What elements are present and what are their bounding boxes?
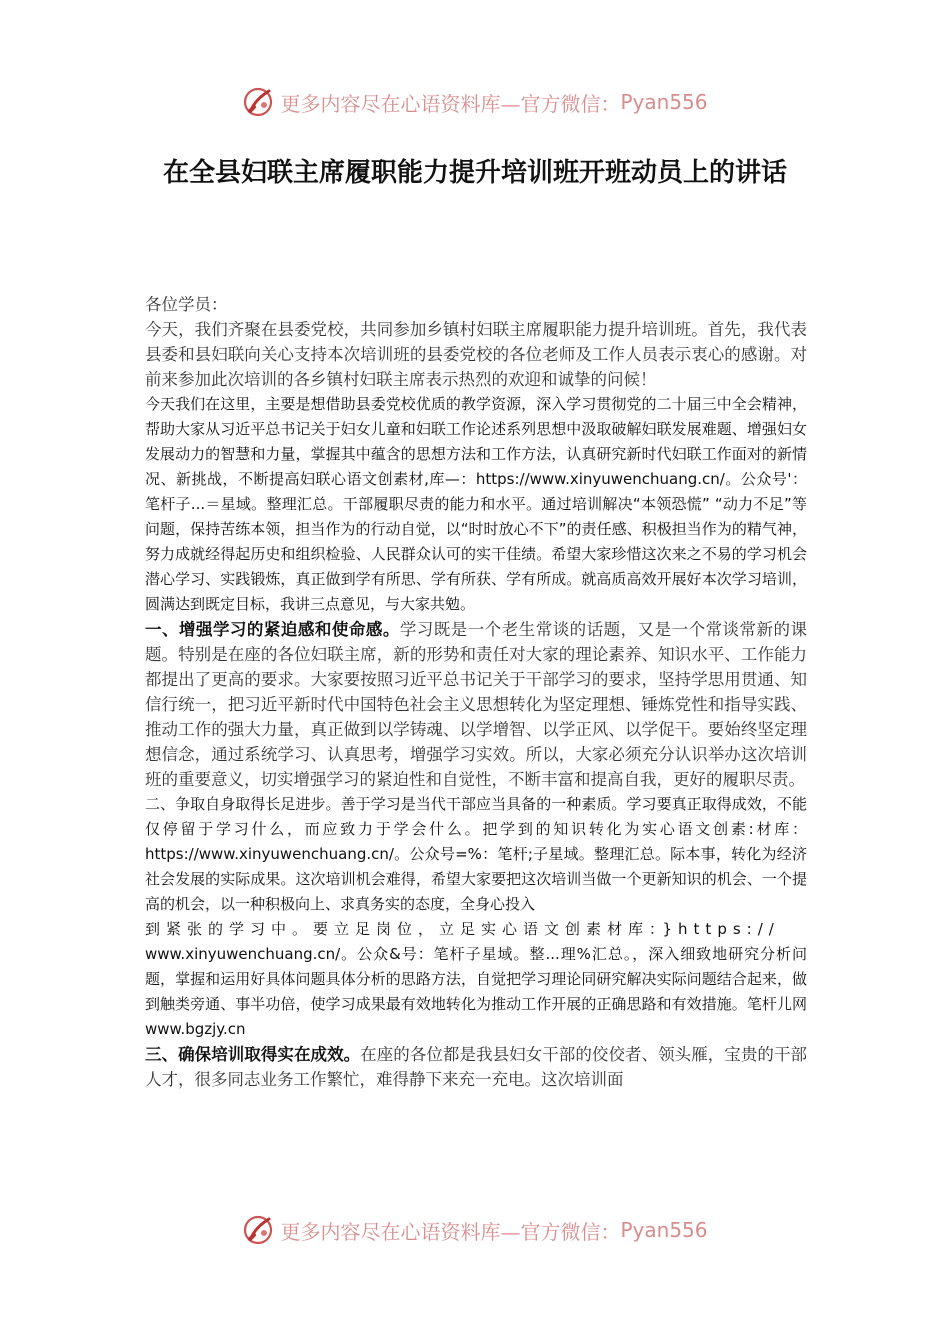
section-1-body: 学习既是一个老生常谈的话题，又是一个常谈常新的课题。特别是在座的各位妇联主席，新的形势和责任对大家的理论素养、知识水平、工作能力都提出了更高的要求。大家要按照习近平总书记关于干部学习的要求，坚持学思用贯通、知信行统一，把习近平新时代中国特色社会主义思想转化为坚定理想、锤炼党性和指导实践、推动工作的强大力量，真正做到以学铸魂、以学增智、以学正风、以学促干。要始终坚定理想信念，通过系统学习、认真思考，增强学习实效。所以，大家必须充分认识举办这次培训班的重要意义，切实增强学习的紧迫性和自觉性，不断丰富和提高自我，更好的履职尽责。 [145,620,808,789]
document-title: 在全县妇联主席履职能力提升培训班开班动员上的讲话 [162,158,787,188]
footer-watermark-banner [0,1210,950,1250]
brush-logo-icon [242,1213,276,1247]
section-2-part-c: www.xinyuwenchuang.cn/。公众&号：笔杆子星域。整...理%汇总。，深入细致地研究分析问题，掌握和运用好具体问题具体分析的思路方法，自觉把学习理论同研究解决实际问题结合起来，做到触类旁通、事半功倍，使学习成果最有效地转化为推动工作开展的正确思路和有效措施。笔杆儿网 www.bgzjy.cn [145,945,807,1038]
section-3-heading: 三、确保培训取得实在成效。 [145,1045,361,1064]
document-body [145,292,807,1092]
banner-text: 更多内容尽在心语资料库—官方微信： [280,1219,621,1244]
brush-logo-icon [242,85,276,119]
banner-wechat-id: Pyan556 [620,1218,708,1242]
section-2-part-a: 二、争取自身取得长足进步。善于学习是当代干部应当具备的一种素质。学习要真正取得成效，不能仅停留于学习什么，而应致力于学会什么。把学到的知识转化为实心语文创素:材库：https://www.xinyuwenchuang.cn/。公众号=%：笔杆;子星域。整理汇总。际本事，转化为经济社会发展的实际成果。这次培训机会难得，希望大家要把这次培训当做一个更新知识的机会、一个提高的机会，以一种积极向上、求真务实的态度，全身心投入 [145,795,807,913]
section-3 [145,1042,807,1092]
salutation: 各位学员： [145,295,228,314]
paragraph-opening: 今天，我们齐聚在县委党校，共同参加乡镇村妇联主席履职能力提升培训班。首先，我代表县委和县妇联向关心支持本次培训班的县委党校的各位老师及工作人员表示衷心的感谢。对前来参加此次培训的各乡镇村妇联主席表示热烈的欢迎和诚挚的问候！ [145,320,807,389]
banner-wechat-id: Pyan556 [620,90,708,114]
section-1 [145,617,807,792]
section-1-heading: 一、增强学习的紧迫感和使命感。 [145,620,400,639]
section-2-part-b: 到紧张的学习中。要立足岗位，立足实心语文创素材库：}https:// [145,920,780,938]
banner-text: 更多内容尽在心语资料库—官方微信： [280,91,621,116]
paragraph-purpose: 今天我们在这里，主要是想借助县委党校优质的教学资源，深入学习贯彻党的二十届三中全会精神，帮助大家从习近平总书记关于妇女儿童和妇联工作论述系列思想中汲取破解妇联发展难题、增强妇女发展动力的智慧和力量，掌握其中蕴含的思想方法和工作方法，认真研究新时代妇联工作面对的新情况、新挑战，不断提高妇联心语文创素材,库—：https://www.xinyuwenchuang.cn/。公众号'：笔杆子...＝星域。整理汇总。干部履职尽责的能力和水平。通过培训解决“本领恐慌” “动力不足”等问题，保持苦练本领，担当作为的行动自觉，以“时时放心不下”的责任感、积极担当作为的精气神，努力成就经得起历史和组织检验、人民群众认可的实干佳绩。希望大家珍惜这次来之不易的学习机会潜心学习、实践锻炼，真正做到学有所思、学有所获、学有所成。就高质高效开展好本次学习培训，圆满达到既定目标，我讲三点意见，与大家共勉。 [145,395,807,613]
section-3-body: 在座的各位都是我县妇女干部的佼佼者、领头雁，宝贵的干部人才，很多同志业务工作繁忙，难得静下来充一充电。这次培训面 [145,1045,808,1089]
header-watermark-banner [0,82,950,122]
